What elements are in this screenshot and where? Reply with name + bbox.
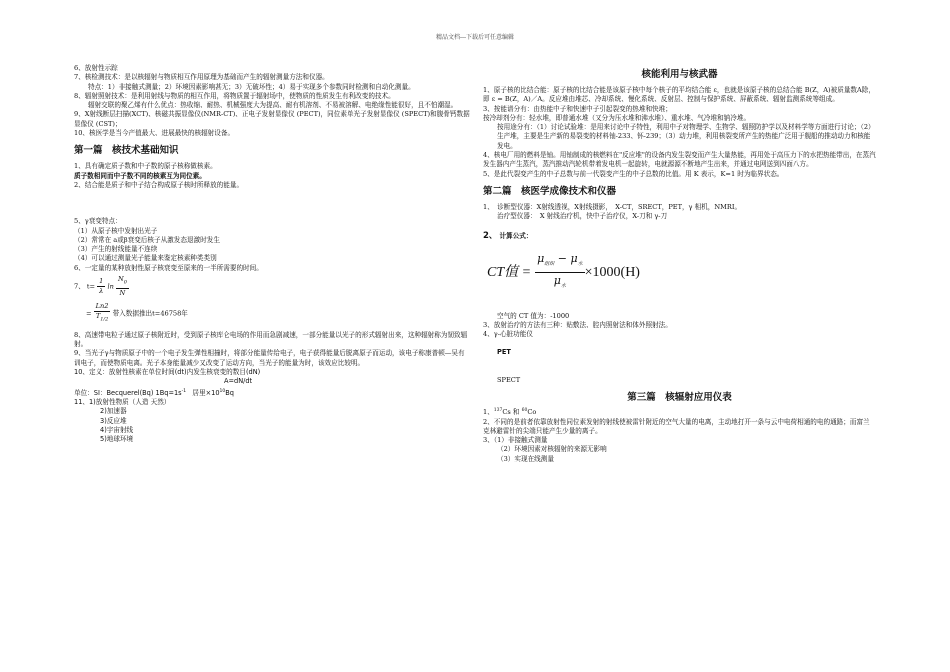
text-line: 9、X射线断层扫描(XCT)、核磁共振显像仪(NMR-CT)、正电子发射显像仪 (PECT)，同位素单光子发射显像仪 (SPECT)和腹骨钙数据显像仪 (CST)； <box>74 110 470 128</box>
text-line: 6、一定量的某种放射性原子核衰变至原来的一半所需要的时间。 <box>74 263 263 272</box>
section-heading-2: 第二篇 核医学成像技术和仪器 <box>483 185 617 197</box>
text-line: 2、结合能是质子和中子结合构成原子核时所释放的能量。 <box>74 180 244 189</box>
formula-ct: CT值 = $\frac{\mu_{组织} - \mu_水}{\mu_水}$ ×1000(H) <box>487 251 640 290</box>
text-line: （2）常常在 a或β衰变后核子从激发态退激时发生 <box>74 235 220 244</box>
text-line: 4、γ-心脏功能仪 <box>483 330 533 339</box>
text-line: 按冷却剂分有：轻水堆，即普通水堆（又分为压水堆和沸水堆）、重水堆、气冷堆和钠冷堆。 <box>483 113 751 122</box>
text-line: 空气的 CT 值为：-1000 <box>497 311 570 320</box>
text-line: 1、 诊断型仪器：X射线透视，X射线摄影， X-CT，SRECT，PET，γ 相机，NMRI。 <box>483 202 742 211</box>
page-header: 精品文档---下载后可任意编辑 <box>435 34 515 41</box>
text-line: 8、辐射照射技术：是利用射线与物质的相互作用，将物质置于辐射场中，使物质的性质发生有利改变的技术。 <box>74 91 395 100</box>
text-line: 4)宇宙射线 <box>100 426 134 435</box>
text-line: 5、γ衰变特点： <box>74 217 122 226</box>
text-line: （3）产生的射线能量不连续 <box>74 245 158 254</box>
formula-halflife-result: = $\frac{Ln2}{T_{1/2}}$ 带入数据推出t=46758年 <box>86 301 188 323</box>
text-line: 3、（1）非接触式测量 <box>483 436 548 445</box>
text-line: 按用途分有：（1）讨论试验堆：是用来讨论中子特性，利用中子对物理学、生物学、辐照防护学以及材料学等方面进行讨论；（2）生产堆，主要是生产新的易裂变的材料铀-233、钚-239；（3）动力堆，利用核裂变所产生的热能广泛用于舰船的推动动力和核能发电。 <box>497 123 875 150</box>
text-line: 辐射交联的聚乙烯有什么优点：热收缩、耐热、机械强度大为提高、耐有机溶剂、不易被溶解、电绝缘性能很好，且不怕潮湿。 <box>88 101 458 110</box>
text-line: 3、按能谱分有：由热能中子和快速中子引起裂变的热堆和快堆； <box>483 104 672 113</box>
text-line: 9、当光子γ与物质原子中的一个电子发生弹性相撞时，将部分能量传给电子，电子获得能量后脱离原子而运动，该电子称康普顿—吴有训电子，而使物质电离。光子本身能量减少又改变了运动方向，当光子的能量为时，该效应比较明。 <box>74 349 465 367</box>
text-line: （4）可以通过测量光子能量来鉴定核素种类类别 <box>74 254 217 263</box>
text-line: 2、 计算公式： <box>483 230 533 241</box>
text-line: 3)反应堆 <box>100 416 127 425</box>
section-heading-1: 第一篇 核技术基础知识 <box>74 145 179 157</box>
text-line: 2)加速器 <box>100 407 127 416</box>
text-line: 5、是此代裂变产生的中子总数与前一代裂变产生的中子总数的比值。用 K 表示，K=1 时为临界状态。 <box>483 169 784 178</box>
text-line: 单位：SI：Becquerel(Bq) $1Bq=1s^{-1}$ 居里$\times 10^{10}Bq$ <box>74 388 234 397</box>
text-line: 治疗型仪器： X 射线治疗机，快中子治疗仪，X-刀和 γ-刀 <box>497 212 668 221</box>
text-line: 3、放射治疗的方法有三种：贴敷法、腔内照射法和体外照射法。 <box>483 320 672 329</box>
text-line: 7、核检测技术：是以核辐射与物质相互作用原理为基础而产生的辐射测量方法和仪器。 <box>74 73 329 82</box>
text-line: 特点：1）非接触式测量；2）环境因素影响甚无；3）无破坏性；4）易于实现多个参数同时检测和自动化测量。 <box>88 82 415 91</box>
text-line: 1、$^{137}$Cs 和 $^{60}$Co <box>483 408 537 417</box>
text-line: （3）实现在线测量 <box>497 454 554 463</box>
formula-halflife: 7、 t= $\frac{1}{\lambda}$ ln $\frac{N_0}{N}$ <box>74 275 127 297</box>
text-line: 5)地球环境 <box>100 435 134 444</box>
text-line: 6、放射性示踪 <box>74 64 118 72</box>
formula-activity: A=dN/dt <box>224 377 253 386</box>
text-line: 10、定义：放射性核素在单位时间(dt)内发生核衰变的数目(dN) <box>74 368 261 377</box>
text-line: （1）从原子核中发射出光子 <box>74 226 158 235</box>
left-column <box>74 64 470 445</box>
text-line: 11、1)放射性物质（人造 天然） <box>74 398 171 407</box>
text-line: SPECT <box>497 375 521 384</box>
text-line: 2、不同的是前者依靠放射性同位素发射的射线使被雷针附近的空气大量的电离，主动地打开一条与云中电荷相通的电的通路；而富兰克林避雷针的尖端只能产生少量的离子。 <box>483 417 870 435</box>
text-line: 8、高速带电粒子通过原子核附近时，受到原子核库仑电场的作用而急剧减速，一部分能量以光子的形式辐射出来，这种辐射称为韧致辐射。 <box>74 330 468 349</box>
text-line: （2）环境因素对核辐射的来源无影响 <box>497 445 607 454</box>
right-column <box>483 64 876 464</box>
text-line: 质子数相同而中子数不同的核素互为同位素。 <box>74 171 206 180</box>
right-title: 核能利用与核武器 <box>641 69 718 80</box>
text-line: 1、原子核的比结合能：原子核的比结合能是该原子核中每个核子的平均结合能 ε，也就是该原子核的总结合能 B(Z，A)被质量数A除，即 ε = B(Z，A)／A。反应堆由堆芯、冷却系统、慢化系统、反射层、控制与保护系统、屏蔽系统、辐射监测系统等组成。 <box>483 86 875 104</box>
text-line: 10、核医学是当今产值最大、进展最快的核辐射设备。 <box>74 129 235 138</box>
text-line: 4、核电厂用的燃料是铀。用铀制成的核燃料在"反应堆"的设备内发生裂变而产生大量热能，再用处于高压力下的水把热能带出，在蒸汽发生器内产生蒸汽，蒸汽推动汽轮机带着发电机一起旋转，电就源源不断地产生出来，并通过电网送到四面八方。 <box>483 151 876 169</box>
text-line: PET <box>497 348 511 357</box>
section-heading-3: 第三篇 核辐射应用仪表 <box>627 392 732 404</box>
text-line: 1、具有确定质子数和中子数的原子核称做核素。 <box>74 162 217 171</box>
